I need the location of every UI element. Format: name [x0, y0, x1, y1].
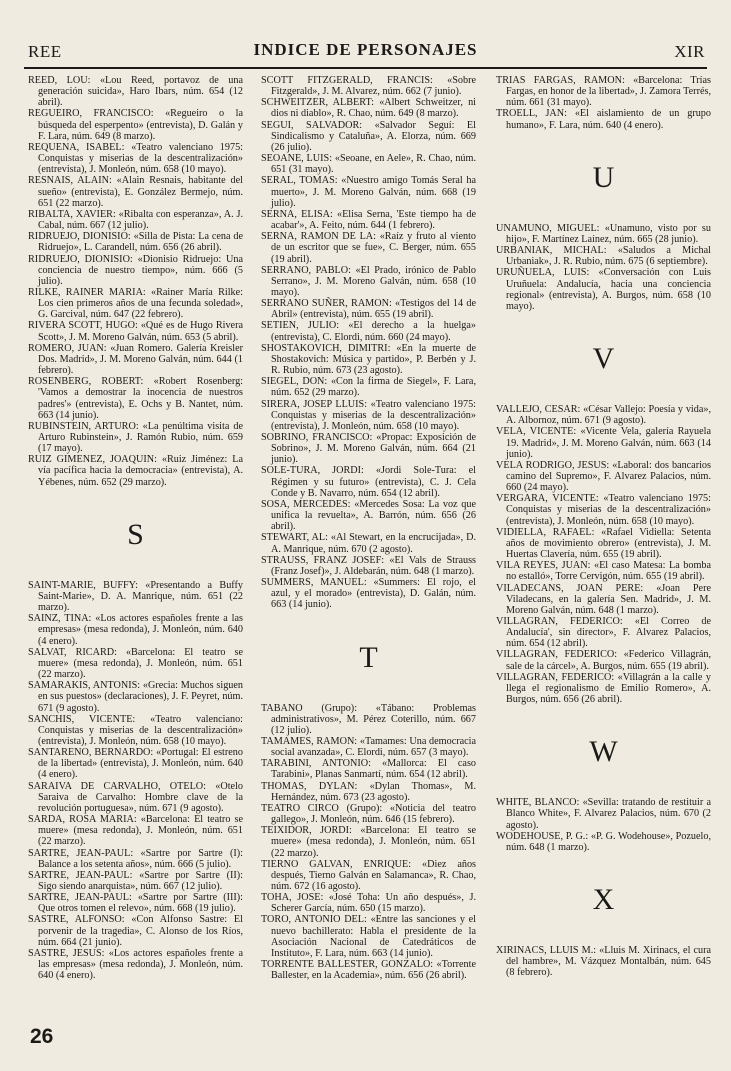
index-entry: SANTARENO, BERNARDO: «Portugal: El estreno de la libertad» (entrevista), J. Monleón, núm. 640 (4 enero). [28, 747, 243, 781]
section-letter: W [589, 735, 618, 769]
section-letter: S [127, 517, 144, 551]
index-entry: ROMERO, JUAN: «Juan Romero. Galería Kreisler Dos. Madrid», J. M. Moreno Galván, núm. 644 (1 febrero). [28, 342, 243, 377]
header-right-guide-word: XIR [674, 42, 705, 61]
index-entry: SIRERA, JOSEP LLUIS: «Teatro valenciano 1975: Conquistas y miserias de la descentralización» (entrevista), J. Monleón, núm. 658 (10 mayo). [261, 398, 476, 432]
index-entry: SCOTT FITZGERALD, FRANCIS: «Sobre Fitzgerald», J. M. Alvarez, núm. 662 (7 junio). [261, 75, 476, 98]
index-entry: RIBALTA, XAVIER: «Ribalta con esperanza», A. J. Cabal, núm. 667 (12 julio). [28, 208, 243, 232]
index-entry: VERGARA, VICENTE: «Teatro valenciano 1975: Conquistas y miserias de la descentralización» (entrevista), J. Monleón, núm. 658 (10 mayo). [496, 493, 711, 527]
index-entry: ROSENBERG, ROBERT: «Robert Rosenberg: 'Vamos a demostrar la inocencia de nuestros padres'» (entrevista), E. Ochs y B. Nantet, núm. 663 (14 junio). [28, 376, 243, 421]
index-entry: SERAL, TOMAS: «Nuestro amigo Tomás Seral ha muerto», J. M. Moreno Galván, núm. 668 (19 julio). [261, 175, 476, 209]
header-left-guide-word: REE [28, 42, 62, 61]
index-entry: SAINZ, TINA: «Los actores españoles frente a las empresas» (mesa redonda), J. Monleón, núm. 640 (4 enero). [28, 613, 243, 647]
index-entry: SUMMERS, MANUEL: «Summers: El rojo, el azul, y el morado» (entrevista), D. Galán, núm. 663 (14 junio). [261, 577, 476, 611]
index-entry: RESNAIS, ALAIN: «Alain Resnais, habitante del sueño» (entrevista), E. González Bermejo, núm. 651 (22 marzo). [28, 175, 243, 209]
index-entry: SANCHIS, VICENTE: «Teatro valenciano: Conquistas y miserias de la descentralización» (entrevista), J. Monleón, núm. 658 (10 mayo). [28, 713, 243, 747]
index-entry: VILA REYES, JUAN: «El caso Matesa: La bomba no estalló», Torre Cervigón, núm. 655 (19 abril). [496, 560, 711, 583]
index-entry: SEGUI, SALVADOR: «Salvador Seguí: El Sindicalismo y Cataluña», A. Elorza, núm. 669 (26 julio). [261, 119, 476, 153]
index-entry: VILLAGRAN, FEDERICO: «Federico Villagrán, sale de la cárcel», A. Burgos, núm. 655 (19 abril). [496, 649, 711, 672]
index-entry: VILLAGRAN, FEDERICO: «El Correo de Andalucía', sin director», F. Alvarez Palacios, núm. 654 (12 abril). [496, 616, 711, 650]
index-entry: REED, LOU: «Lou Reed, portavoz de una generación suicida», Haro Ibars, núm. 654 (12 abril). [28, 75, 243, 109]
index-entry: UNAMUNO, MIGUEL: «Unamuno, visto por su hijo», F. Martínez Laínez, núm. 665 (28 junio). [496, 222, 711, 245]
index-entry: RIDRUEJO, DIONISIO: «Dionisio Ridruejo: Una conciencia de nuestro tiempo», núm. 666 (5 julio). [28, 253, 243, 287]
index-entry: SASTRE, ALFONSO: «Con Alfonso Sastre: El porvenir de la tragedia», C. Alonso de los Ríos, núm. 664 (21 junio). [28, 914, 243, 948]
index-entry: SERRANO SUÑER, RAMON: «Testigos del 14 de Abril» (entrevista), núm. 655 (19 abril). [261, 298, 476, 321]
index-entry: TOHA, JOSE: «José Toha: Un año después», J. Scherer García, núm. 650 (15 marzo). [261, 892, 476, 915]
section-letter: V [592, 342, 615, 376]
index-entry: SEOANE, LUIS: «Seoane, en Aele», R. Chao, núm. 651 (31 mayo). [261, 153, 476, 176]
index-entry: REQUENA, ISABEL: «Teatro valenciano 1975: Conquistas y miserias de la descentralización» (entrevista), J. Monleón, núm. 658 (10 mayo). [28, 141, 243, 176]
index-entry: SAINT-MARIE, BUFFY: «Presentando a Buffy Saint-Marie», D. A. Manrique, núm. 651 (22 marzo). [28, 579, 243, 614]
index-entry: SHOSTAKOVICH, DIMITRI: «En la muerte de Shostakovich: Música y partido», P. Berbén y J. R. Rubio, núm. 673 (23 agosto). [261, 342, 476, 377]
index-entry: SARAIVA DE CARVALHO, OTELO: «Otelo Saraiva de Carvalho: Hombre clave de la revolución portuguesa», núm. 671 (9 agosto). [28, 780, 243, 814]
section-letter: T [359, 640, 378, 674]
running-header [24, 40, 707, 64]
index-entry: VALLEJO, CESAR: «César Vallejo: Poesía y vida», A. Albornoz, núm. 671 (9 agosto). [496, 404, 711, 427]
index-entry: VILLAGRAN, FEDERICO: «Villagrán a la calle y llega el regionalismo de Emilio Romero», A. Burgos, núm. 656 (26 abril). [496, 671, 711, 706]
index-entry: XIRINACS, LLUIS M.: «Lluis M. Xirinacs, el cura del hambre», M. Vázquez Montalbán, núm. 645 (8 febrero). [496, 945, 711, 979]
index-entry: SOSA, MERCEDES: «Mercedes Sosa: La voz que unifica la revuelta», A. Barrón, núm. 656 (26 abril). [261, 498, 476, 533]
index-entry: SCHWEITZER, ALBERT: «Albert Schweitzer, ni dios ni diablo», R. Chao, núm. 649 (8 marzo). [261, 97, 476, 120]
index-entry: TROELL, JAN: «El aislamiento de un grupo humano», F. Lara, núm. 640 (4 enero). [496, 108, 711, 131]
index-column-1 [28, 75, 243, 981]
index-entry: SIEGEL, DON: «Con la firma de Siegel», F. Lara, núm. 652 (29 marzo). [261, 376, 476, 399]
index-entry: TEATRO CIRCO (Grupo): «Noticia del teatro gallego», J. Monleón, núm. 646 (15 febrero). [261, 802, 476, 826]
index-entry: VILADECANS, JOAN PERE: «Joan Pere Viladecans, en la galería Sen. Madrid», J. M. Moreno Galván, núm. 648 (1 marzo). [496, 582, 711, 616]
section-letter: X [592, 883, 615, 917]
index-entry: TRIAS FARGAS, RAMON: «Barcelona: Trías Fargas, en honor de la libertad», J. Zamora Terrés, núm. 661 (31 mayo). [496, 75, 711, 109]
index-entry: SAMARAKIS, ANTONIS: «Grecia: Muchos siguen en sus puestos» (declaraciones), J. F. Peyret, núm. 671 (9 agosto). [28, 680, 243, 714]
index-entry: TARABINI, ANTONIO: «Mallorca: El caso Tarabini», Planas Sanmartí, núm. 654 (12 abril). [261, 758, 476, 781]
index-entry: WHITE, BLANCO: «Sevilla: tratando de restituir a Blanco White», F. Alvarez Palacios, núm. 670 (2 agosto). [496, 797, 711, 831]
index-entry: URUÑUELA, LUIS: «Conversación con Luis Uruñuela: Andalucía, hacia una conciencia regional» (entrevista), A. Burgos, núm. 658 (10 mayo). [496, 267, 711, 312]
index-entry: SERRANO, PABLO: «El Prado, irónico de Pablo Serrano», J. M. Moreno Galván, núm. 658 (10 mayo). [261, 264, 476, 298]
index-column-3 [496, 75, 711, 979]
index-entry: SASTRE, JESUS: «Los actores españoles frente a las empresas» (mesa redonda), J. Monleón, núm. 640 (4 enero). [28, 947, 243, 982]
index-entry: TEIXIDOR, JORDI: «Barcelona: El teatro se muere» (mesa redonda), J. Monleón, núm. 651 (22 marzo). [261, 825, 476, 859]
index-entry: SERNA, ELISA: «Elisa Serna, 'Este tiempo ha de acabar'», A. Feito, núm. 644 (1 febrero). [261, 208, 476, 232]
index-entry: SETIEN, JULIO: «El derecho a la huelga» (entrevista), C. Elordi, núm. 660 (24 mayo). [261, 320, 476, 343]
index-entry: RUBINSTEIN, ARTURO: «La penúltima visita de Arturo Rubinstein», J. Ramón Rubio, núm. 659 (17 mayo). [28, 420, 243, 455]
index-entry: VELA, VICENTE: «Vicente Vela, galería Rayuela 19. Madrid», J. M. Moreno Galván, núm. 663 (14 junio). [496, 426, 711, 460]
index-entry: TORO, ANTONIO DEL: «Entre las sanciones y el nuevo bachillerato: Habla el presidente de la Asociación Nacional de Catedráticos de Instituto», F. Lara, núm. 663 (14 junio). [261, 914, 476, 959]
page-number: 26 [30, 1025, 54, 1048]
page-title: INDICE DE PERSONAJES [253, 40, 478, 59]
index-entry: STRAUSS, FRANZ JOSEF: «El Vals de Strauss (Franz Josef)», J. Aldebarán, núm. 648 (1 marzo). [261, 554, 476, 577]
index-entry: SARTRE, JEAN-PAUL: «Sartre por Sartre (I): Balance a los setenta años», núm. 666 (5 julio). [28, 847, 243, 870]
index-entry: SOBRINO, FRANCISCO: «Propac: Exposición de Sobrino», J. M. Moreno Galván, núm. 664 (21 junio). [261, 432, 476, 466]
index-entry: TIERNO GALVAN, ENRIQUE: «Diez años después, Tierno Galván en Salamanca», R. Chao, núm. 672 (16 agosto). [261, 858, 476, 892]
index-entry: RILKE, RAINER MARIA: «Rainer María Rilke: Los cien primeros años de una fecunda soledad», G. Garcival, núm. 647 (22 febrero). [28, 286, 243, 321]
index-entry: SARTRE, JEAN-PAUL: «Sartre por Sartre (III): Que otros tomen el relevo», núm. 668 (19 julio). [28, 892, 243, 915]
section-letter: U [592, 160, 615, 194]
index-entry: TAMAMES, RAMON: «Tamames: Una democracia social avanzada», C. Elordi, núm. 657 (3 mayo). [261, 735, 476, 759]
index-entry: TORRENTE BALLESTER, GONZALO: «Torrente Ballester, en la Academia», núm. 656 (26 abril). [261, 959, 476, 982]
index-entry: SARTRE, JEAN-PAUL: «Sartre por Sartre (II): Sigo siendo anarquista», núm. 667 (12 julio). [28, 869, 243, 892]
index-entry: SERNA, RAMON DE LA: «Raíz y fruto al viento de un escritor que se fue», C. Berger, núm. 655 (19 abril). [261, 231, 476, 265]
index-entry: RUIZ GIMENEZ, JOAQUIN: «Ruiz Jiménez: La vía pacífica hacia la democracia» (entrevista), A. Yébenes, núm. 652 (29 marzo). [28, 454, 243, 488]
index-entry: THOMAS, DYLAN: «Dylan Thomas», M. Hernández, núm. 673 (23 agosto). [261, 780, 476, 803]
index-entry: STEWART, AL: «Al Stewart, en la encrucijada», D. A. Manrique, núm. 670 (2 agosto). [261, 532, 476, 555]
index-entry: SOLE-TURA, JORDI: «Jordi Sole-Tura: el Régimen y su futuro» (entrevista), C. J. Cela Conde y B. Navarro, núm. 654 (12 abril). [261, 465, 476, 499]
index-entry: REGUEIRO, FRANCISCO: «Regueiro o la búsqueda del esperpento» (entrevista), D. Galán y F. Lara, núm. 649 (8 marzo). [28, 108, 243, 142]
header-rule [24, 67, 707, 69]
index-entry: SARDA, ROSA MARIA: «Barcelona: El teatro se muere» (mesa redonda), J. Monleón, núm. 651 (22 marzo). [28, 814, 243, 848]
index-entry: RIDRUEJO, DIONISIO: «Silla de Pista: La cena de Ridruejo», L. Carandell, núm. 656 (26 abril). [28, 231, 243, 254]
index-entry: RIVERA SCOTT, HUGO: «Qué es de Hugo Rivera Scott», J. M. Moreno Galván, núm. 653 (5 abril). [28, 320, 243, 343]
index-entry: SALVAT, RICARD: «Barcelona: El teatro se muere» (mesa redonda), J. Monleón, núm. 651 (22 marzo). [28, 646, 243, 681]
index-entry: WODEHOUSE, P. G.: «P. G. Wodehouse», Pozuelo, núm. 648 (1 marzo). [496, 830, 711, 853]
index-entry: VELA RODRIGO, JESUS: «Laboral: dos bancarios camino del Supremo», F. Alvarez Palacios, núm. 660 (24 mayo). [496, 459, 711, 494]
index-entry: URBANIAK, MICHAL: «Saludos a Michal Urbaniak», J. R. Rubio, núm. 675 (6 septiembre). [496, 245, 711, 268]
index-entry: VIDIELLA, RAFAEL: «Rafael Vidiella: Setenta años de movimiento obrero» (entrevista), J. M. Huertas Clavería, núm. 655 (19 abril). [496, 526, 711, 561]
index-entry: TABANO (Grupo): «Tábano: Problemas administrativos», M. Pérez Coterillo, núm. 667 (12 julio). [261, 702, 476, 736]
index-column-2 [261, 75, 476, 981]
